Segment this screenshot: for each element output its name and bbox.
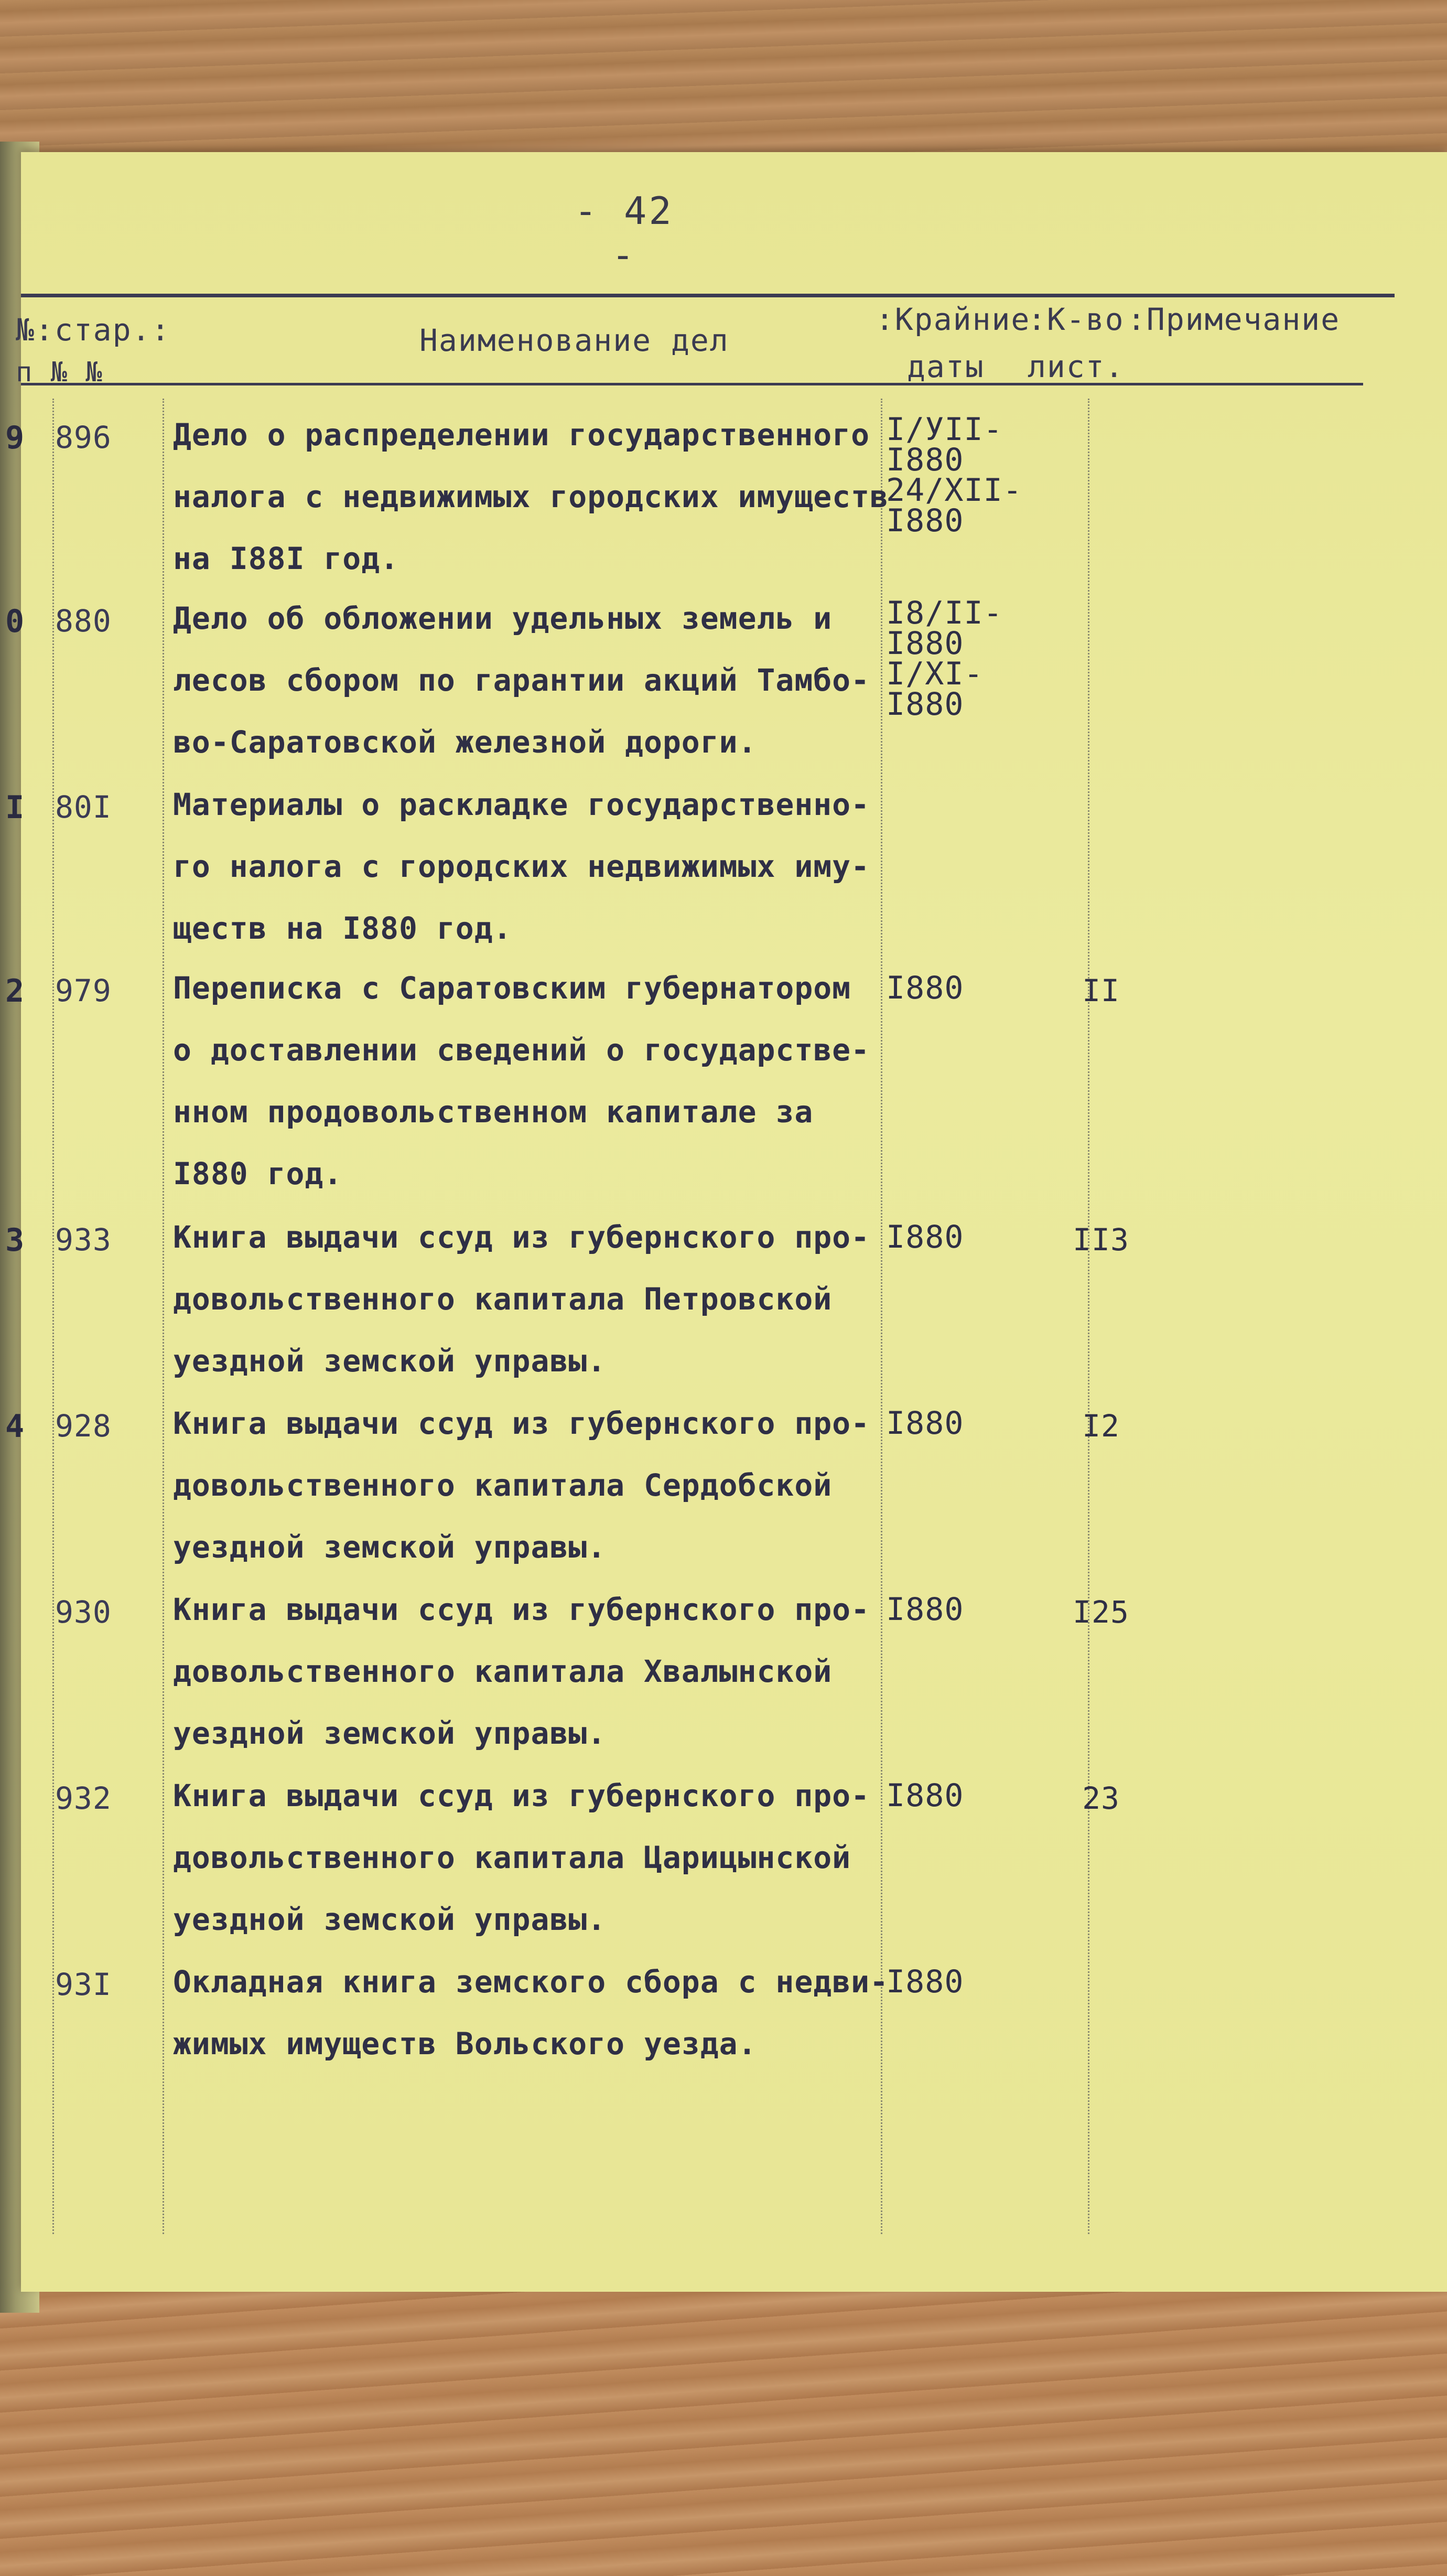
column-separator bbox=[881, 399, 882, 2234]
header-dates-col-sub: даты bbox=[907, 349, 985, 384]
header-num-col-sub: п № № bbox=[16, 357, 103, 388]
old-number: 933 bbox=[55, 1222, 112, 1258]
case-dates: I880 bbox=[886, 970, 964, 1006]
column-separator bbox=[1088, 399, 1089, 2234]
header-note-col: :Примечание bbox=[1127, 302, 1341, 337]
sheet-count: II3 bbox=[1073, 1222, 1129, 1258]
old-number: 932 bbox=[55, 1780, 112, 1816]
header-name-col: Наименование дел bbox=[419, 323, 729, 358]
case-title: Книга выдачи ссуд из губернского про- довольственного капитала Петровской уездной земской управы. bbox=[173, 1219, 870, 1379]
column-separator bbox=[52, 399, 54, 2234]
column-separator bbox=[163, 399, 164, 2234]
old-number: 80I bbox=[55, 789, 112, 825]
header-num-col: №:стар.: bbox=[16, 312, 171, 348]
case-title: Книга выдачи ссуд из губернского про- довольственного капитала Царицынской уездной земской управы. bbox=[173, 1778, 870, 1937]
case-title: Переписка с Саратовским губернатором о доставлении сведений о государстве- нном продовольственном капитале за I880 год. bbox=[173, 970, 870, 1192]
row-index-mark: 0 bbox=[5, 603, 25, 640]
case-title: Дело об обложении удельных земель и лесов сбором по гарантии акций Тамбо- во-Саратовской железной дороги. bbox=[173, 600, 870, 760]
old-number: 930 bbox=[55, 1594, 112, 1630]
old-number: 896 bbox=[55, 420, 112, 455]
case-title: Книга выдачи ссуд из губернского про- довольственного капитала Сердобской уездной земской управы. bbox=[173, 1405, 870, 1565]
case-title: Дело о распределении государственного налога с недвижимых городских имуществ на I88I год. bbox=[173, 417, 889, 576]
top-rule bbox=[21, 294, 1395, 297]
case-dates: I880 bbox=[886, 1963, 964, 2000]
case-dates: I880 bbox=[886, 1219, 964, 1255]
header-sheets-col-sub: лист. bbox=[1028, 349, 1125, 384]
case-dates: I880 bbox=[886, 1777, 964, 1814]
row-index-mark: 9 bbox=[5, 420, 25, 456]
case-dates: I/УII- I880 24/XII- I880 bbox=[886, 411, 1022, 539]
row-index-mark: 3 bbox=[5, 1222, 25, 1259]
old-number: 93I bbox=[55, 1967, 112, 2002]
table-surface-top bbox=[0, 0, 1447, 178]
old-number: 928 bbox=[55, 1408, 112, 1444]
case-title: Окладная книга земского сбора с недви- жимых имуществ Вольского уезда. bbox=[173, 1964, 889, 2062]
old-number: 979 bbox=[55, 973, 112, 1008]
header-sheets-col: :К-во bbox=[1028, 302, 1125, 337]
header-dates-col: :Крайние bbox=[876, 302, 1031, 337]
table-surface-bottom bbox=[0, 2287, 1447, 2576]
case-dates: I880 bbox=[886, 1591, 964, 1628]
row-index-mark: I bbox=[5, 789, 25, 826]
old-number: 880 bbox=[55, 603, 112, 639]
row-index-mark: 2 bbox=[5, 973, 25, 1010]
sheet-count: I2 bbox=[1082, 1408, 1120, 1444]
case-dates: I8/II- I880 I/XI- I880 bbox=[886, 595, 1003, 723]
case-dates: I880 bbox=[886, 1405, 964, 1442]
row-index-mark: 4 bbox=[5, 1408, 25, 1445]
sheet-count: 23 bbox=[1082, 1780, 1120, 1816]
case-title: Материалы о раскладке государственно- го налога с городских недвижимых иму- ществ на I880 год. bbox=[173, 787, 870, 946]
page-number: - 42 - bbox=[574, 189, 674, 277]
sheet-count: I25 bbox=[1073, 1594, 1129, 1630]
sheet-count: II bbox=[1082, 973, 1120, 1008]
header-rule bbox=[21, 383, 1363, 385]
case-title: Книга выдачи ссуд из губернского про- довольственного капитала Хвалынской уездной земской управы. bbox=[173, 1592, 870, 1751]
